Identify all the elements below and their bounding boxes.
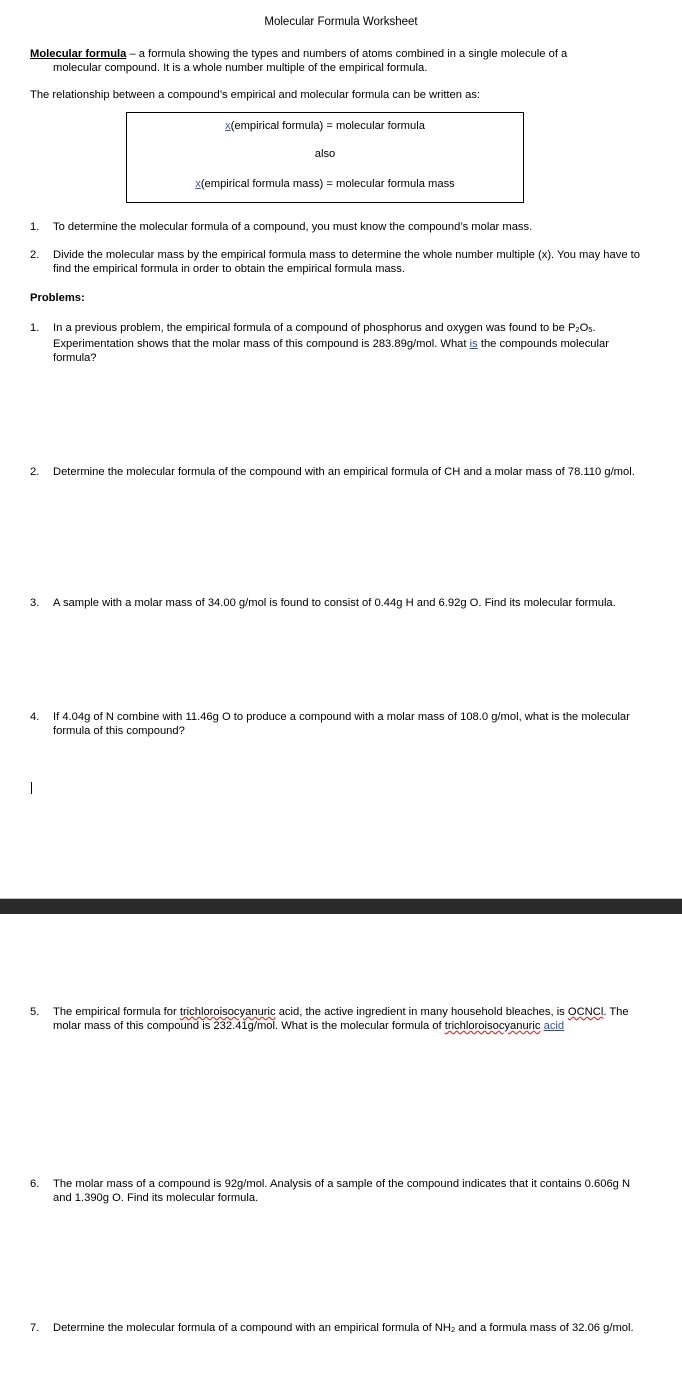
step-text: Divide the molecular mass by the empirical formula mass to determine the whole number multiple (x). You may have to find the empirical formula in order to obtain the empirical formula mass. [53, 249, 640, 275]
multiplier-x: x [195, 178, 201, 190]
problem-number: 4. [30, 711, 40, 723]
problem-text: Determine the molecular formula of a compound with an empirical formula of $NH_2$ and a formula mass of 32.06 g/mol. [53, 1322, 634, 1334]
problem-number: 5. [30, 1006, 40, 1018]
problems-heading: Problems: [30, 292, 85, 304]
definition-term: Molecular formula [30, 48, 127, 60]
step-text: To determine the molecular formula of a compound, you must know the compound’s molar mass. [53, 221, 533, 233]
problem-number: 6. [30, 1178, 40, 1190]
formula-line-3-text: (empirical formula mass) = molecular formula mass [200, 178, 455, 190]
problem-number: 2. [30, 466, 40, 478]
problem-text: Determine the molecular formula of the compound with an empirical formula of CH and a molar mass of 78.110 g/mol. [53, 466, 635, 478]
formula-line-1 [127, 120, 523, 132]
problem-text: The empirical formula for trichloroisocyanuric acid, the active ingredient in many household bleaches, is OCNCl. The molar mass of this compound is 232.41g/mol. What is the molecular formula of trichloroisocyanuric acid [53, 1006, 629, 1032]
definition-text-2: molecular compound. It is a whole number multiple of the empirical formula. [53, 62, 428, 74]
formula-box [126, 112, 524, 203]
step-number: 2. [30, 249, 40, 261]
problem-text: If 4.04g of N combine with 11.46g O to produce a compound with a molar mass of 108.0 g/mol, what is the molecular formula of this compound? [53, 711, 630, 737]
problem-text: A sample with a molar mass of 34.00 g/mol is found to consist of 0.44g H and 6.92g O. Find its molecular formula. [53, 597, 616, 609]
definition [30, 47, 673, 75]
page-title: Molecular Formula Worksheet [264, 16, 418, 28]
definition-text-1: – a formula showing the types and numbers of atoms combined in a single molecule of a [126, 48, 568, 60]
formula-line-2: also [314, 148, 336, 160]
problem-number: 3. [30, 597, 40, 609]
formula-line-3 [127, 178, 523, 190]
page-divider [0, 899, 682, 914]
multiplier-x: x [225, 120, 231, 132]
problem-number: 1. [30, 322, 40, 334]
relationship-text: The relationship between a compound’s empirical and molecular formula can be written as: [30, 89, 481, 101]
step-number: 1. [30, 221, 40, 233]
formula-line-1-text: (empirical formula) = molecular formula [230, 120, 425, 132]
problem-number: 7. [30, 1322, 40, 1334]
text-cursor [31, 782, 32, 794]
problem-text: In a previous problem, the empirical formula of a compound of phosphorus and oxygen was found to be $P_2O_5$. Experimentation shows that the molar mass of this compound is 283.89g/mol. What is the compounds molecular formula? [53, 322, 609, 364]
problem-text: The molar mass of a compound is 92g/mol. Analysis of a sample of the compound indicates that it contains 0.606g N and 1.390g O. Find its molecular formula. [53, 1178, 631, 1204]
